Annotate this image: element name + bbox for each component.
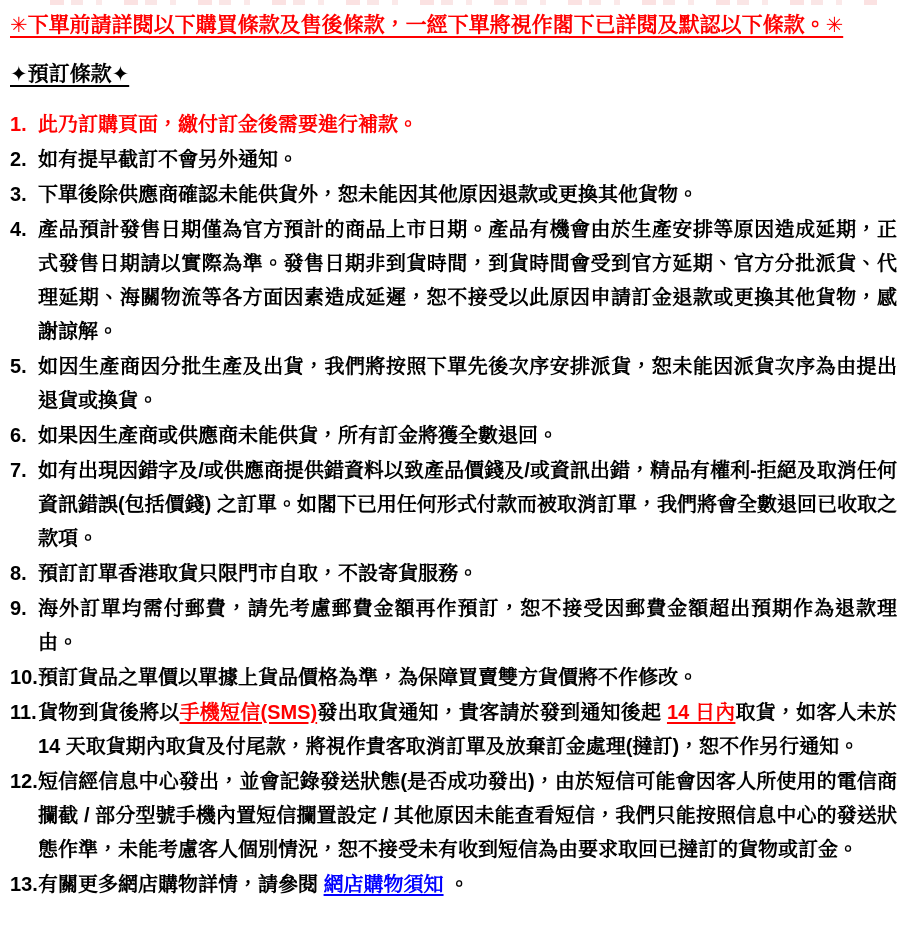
term-number: 9. bbox=[10, 598, 27, 620]
term-text bbox=[38, 219, 897, 343]
term-number: 2. bbox=[10, 149, 27, 171]
term-text-segment: 預訂貨品之單價以單據上貨品價格為準，為保障買賣雙方貨價將不作修改。 bbox=[38, 667, 698, 689]
term-text-segment: 產品預計發售日期僅為官方預計的商品上市日期。產品有機會由於生產安排等原因造成延期，正式發售日期請以實際為準。發售日期非到貨時間，到貨時間會受到官方延期、官方分批派貨、代理延期、海關物流等各方面因素造成延遲，恕不接受以此原因申請訂金退款或更換其他貨物，感謝諒解。 bbox=[38, 219, 897, 343]
term-text bbox=[38, 771, 897, 861]
term-text-segment: 預訂訂單香港取貨只限門市自取，不設寄貨服務。 bbox=[38, 563, 478, 585]
term-text-segment: 短信經信息中心發出，並會記錄發送狀態(是否成功發出)，由於短信可能會因客人所使用的電信商攔截 / 部分型號手機內置短信攔置設定 / 其他原因未能查看短信，我們只能按照信息中心的發送狀態作準，未能考慮客人個別情況，恕不接受未有收到短信為由要求取回已撻訂的貨物或訂金。 bbox=[38, 771, 897, 861]
term-text bbox=[38, 563, 478, 585]
term-number: 7. bbox=[10, 460, 27, 482]
section-title-preorder-terms: ✦預訂條款✦ bbox=[10, 63, 130, 86]
term-item-8 bbox=[10, 557, 897, 591]
pickup-deadline-emphasis: 14 日內 bbox=[666, 702, 736, 724]
purchase-terms-warning: ✳下單前請詳閱以下購買條款及售後條款，一經下單將視作閣下已詳閱及默認以下條款。✳ bbox=[10, 14, 844, 37]
term-item-13 bbox=[10, 868, 897, 902]
term-text-segment: 此乃訂購頁面，繳付訂金後需要進行補款。 bbox=[38, 114, 418, 136]
term-item-6 bbox=[10, 419, 897, 453]
term-number: 10. bbox=[10, 667, 38, 689]
term-text bbox=[38, 598, 897, 654]
term-text bbox=[38, 149, 298, 171]
term-text bbox=[38, 874, 469, 896]
term-item-7 bbox=[10, 454, 897, 556]
term-item-4 bbox=[10, 213, 897, 349]
term-text-segment: 如果因生產商或供應商未能供貨，所有訂金將獲全數退回。 bbox=[38, 425, 558, 447]
sms-notice-emphasis: 手機短信(SMS) bbox=[179, 702, 318, 724]
term-text-segment: 下單後除供應商確認未能供貨外，恕未能因其他原因退款或更換其他貨物。 bbox=[38, 184, 698, 206]
term-number: 13. bbox=[10, 874, 38, 896]
term-text bbox=[38, 114, 418, 136]
term-text bbox=[38, 425, 558, 447]
term-text-segment: 取貨，如客人未於 14 天取貨期內取貨及付尾款，將視作貴客取消訂單及放棄訂金處理(撻訂)，恕不作另行通知。 bbox=[38, 702, 898, 758]
term-text bbox=[38, 702, 897, 758]
term-text-segment: 如有出現因錯字及/或供應商提供錯資料以致產品價錢及/或資訊出錯，精品有權利-拒絕及取消任何資訊錯誤(包括價錢) 之訂單。如閣下已用任何形式付款而被取消訂單，我們將會全數退回已收取之款項。 bbox=[38, 460, 897, 550]
term-text bbox=[38, 356, 897, 412]
term-number: 8. bbox=[10, 563, 27, 585]
term-item-10 bbox=[10, 661, 897, 695]
term-text-segment: 如有提早截訂不會另外通知。 bbox=[38, 149, 298, 171]
term-text-segment: 。 bbox=[443, 874, 470, 896]
term-number: 12. bbox=[10, 771, 38, 793]
cropped-text-top-edge bbox=[40, 0, 877, 5]
term-item-1 bbox=[10, 108, 897, 142]
term-item-9 bbox=[10, 592, 897, 660]
term-text-segment: 如因生產商因分批生產及出貨，我們將按照下單先後次序安排派貨，恕未能因派貨次序為由提出退貨或換貨。 bbox=[38, 356, 897, 412]
term-text-segment: 海外訂單均需付郵費，請先考慮郵費金額再作預訂，恕不接受因郵費金額超出預期作為退款理由。 bbox=[38, 598, 897, 654]
term-text-segment: 有關更多網店購物詳情，請參閱 bbox=[38, 874, 324, 896]
term-text bbox=[38, 184, 698, 206]
term-item-11 bbox=[10, 696, 897, 764]
term-text-segment: 貨物到貨後將以 bbox=[38, 702, 180, 724]
term-item-12 bbox=[10, 765, 897, 867]
term-number: 6. bbox=[10, 425, 27, 447]
terms-list bbox=[10, 108, 897, 902]
term-item-2 bbox=[10, 143, 897, 177]
term-number: 11. bbox=[10, 702, 37, 724]
term-number: 4. bbox=[10, 219, 27, 241]
term-number: 1. bbox=[10, 114, 27, 136]
term-number: 5. bbox=[10, 356, 27, 378]
term-text bbox=[38, 667, 698, 689]
term-text-segment: 發出取貨通知，貴客請於發到通知後起 bbox=[317, 702, 667, 724]
term-item-5 bbox=[10, 350, 897, 418]
online-store-notice-link[interactable]: 網店購物須知 bbox=[323, 874, 444, 896]
term-text bbox=[38, 460, 897, 550]
term-item-3 bbox=[10, 178, 897, 212]
term-number: 3. bbox=[10, 184, 27, 206]
